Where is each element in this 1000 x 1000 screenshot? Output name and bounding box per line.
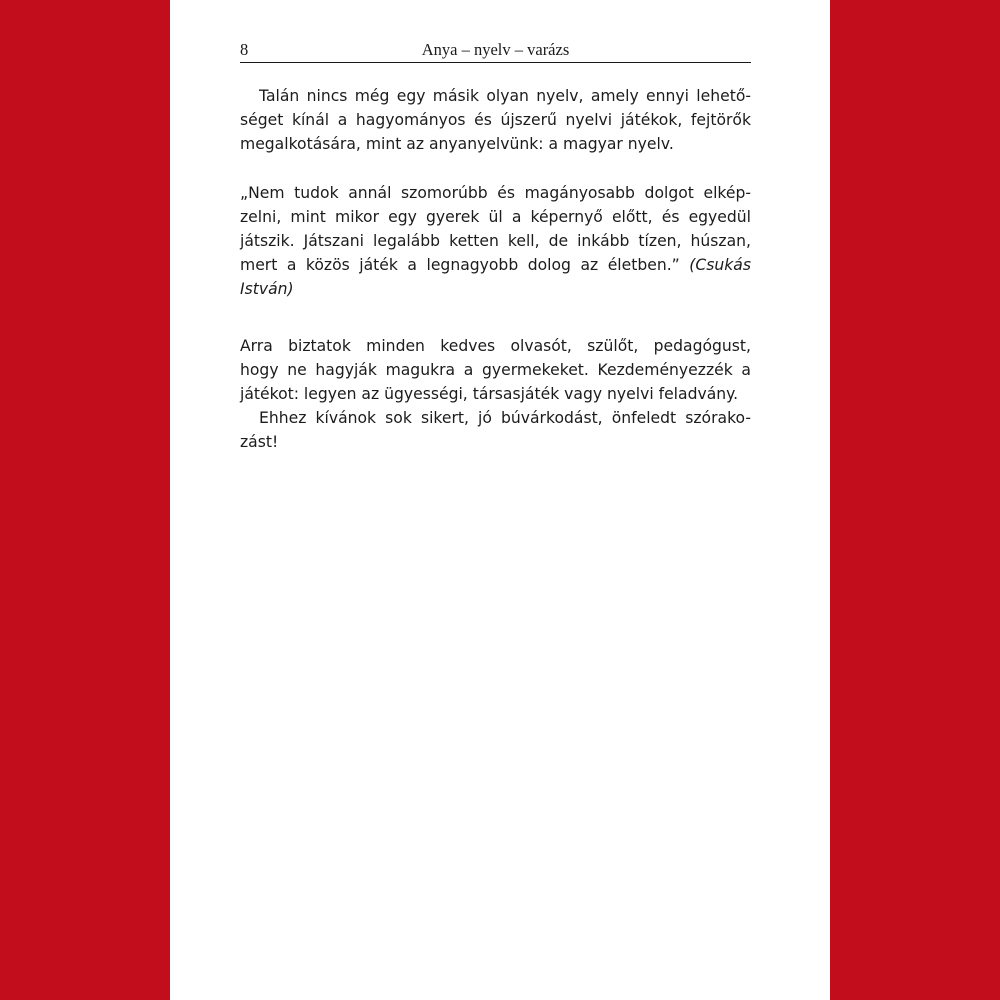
- text-line: játékot: legyen az ügyességi, társasjáték vagy nyelvi feladvány.: [240, 384, 739, 403]
- closing-paragraph: [240, 406, 751, 454]
- text-line: Talán nincs még egy másik olyan nyelv, amely ennyi lehető-: [259, 87, 751, 105]
- book-page: [170, 0, 830, 1000]
- text-line: Ehhez kívánok sok sikert, jó búvárkodást, önfeledt szórako-: [259, 409, 751, 428]
- text-line: hogy ne hagyják magukra a gyermekeket. Kezdeményezzék a: [240, 360, 751, 379]
- text-line: [240, 253, 751, 277]
- quote-last-line: mert a közös játék a legnagyobb dolog az életben.”: [240, 256, 680, 275]
- page-header: [240, 38, 751, 63]
- text-line: játszik. Játszani legalább ketten kell, de inkább tízen, húszan,: [240, 231, 751, 250]
- running-title: Anya – nyelv – varázs: [421, 40, 570, 59]
- text-line: zást!: [240, 433, 279, 452]
- text-line: Arra biztatok minden kedves olvasót, szülőt, pedagógust,: [240, 336, 751, 355]
- quote-paragraph: [240, 181, 751, 302]
- intro-paragraph: [240, 84, 751, 157]
- text-line: séget kínál a hagyományos és újszerű nyelvi játékok, fejtörők: [240, 111, 751, 130]
- encouragement-paragraph: [240, 334, 751, 407]
- page-body: [240, 84, 751, 454]
- text-line: megalkotására, mint az anyanyelvünk: a magyar nyelv.: [240, 135, 674, 154]
- quote-author-surname: István): [240, 280, 294, 299]
- page-number: 8: [240, 40, 249, 59]
- text-line: [240, 277, 751, 301]
- quote-author: (Csukás: [689, 256, 751, 275]
- text-line: zelni, mint mikor egy gyerek ül a képernyő előtt, és egyedül: [240, 207, 751, 226]
- text-line: „Nem tudok annál szomorúbb és magányosabb dolgot elkép-: [240, 183, 751, 202]
